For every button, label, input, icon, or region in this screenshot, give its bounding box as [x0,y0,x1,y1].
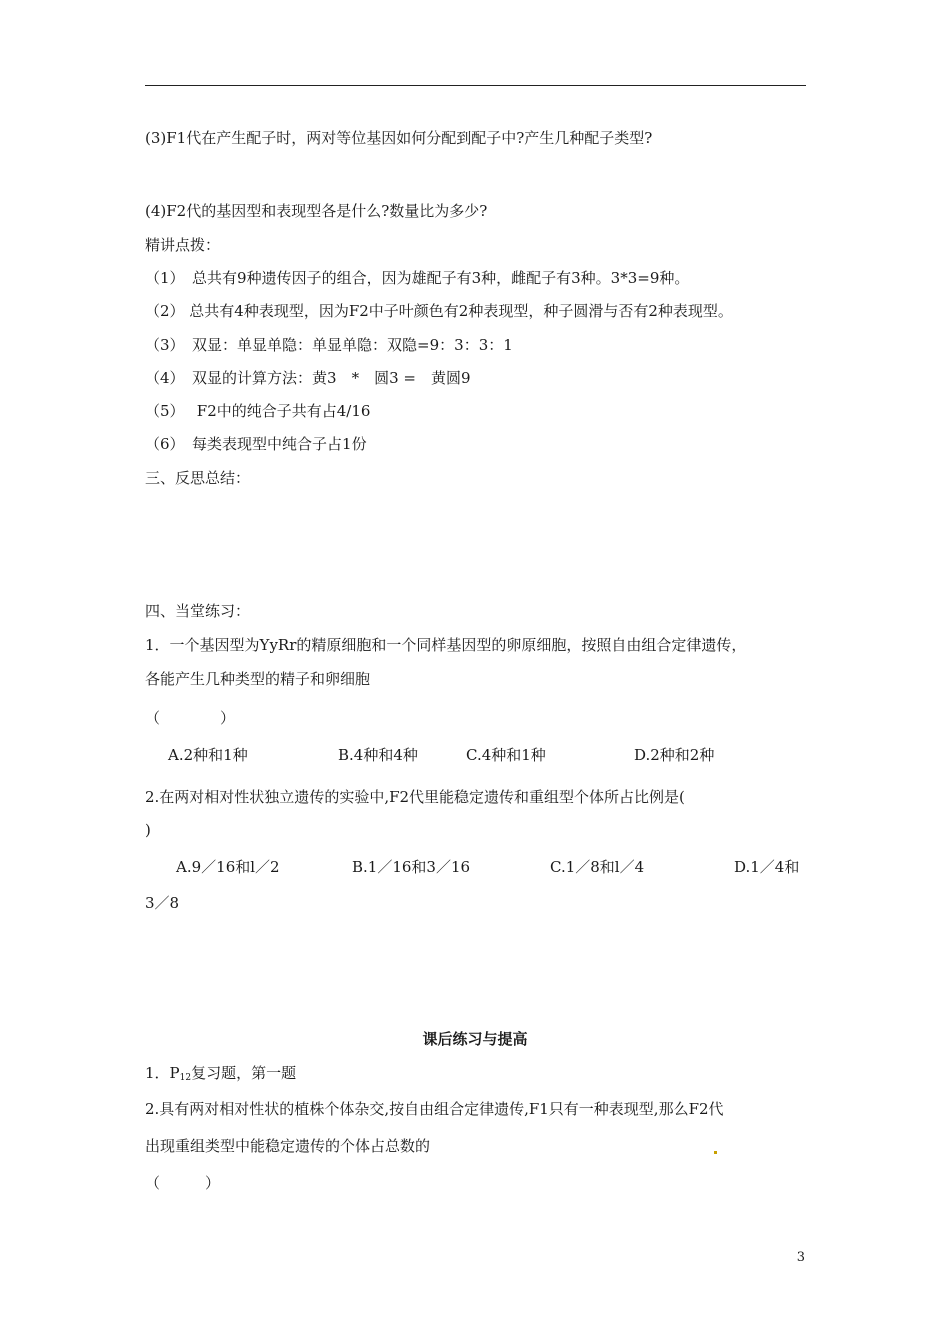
after-class-q2-bracket: （ ） [145,1174,221,1192]
after-class-q2-line2: 出现重组类型中能稳定遗传的个体占总数的 [145,1137,431,1155]
page-number: 3 [796,1250,805,1265]
practice-q2-line2: ) [145,821,151,839]
practice-q2-line1: 2.在两对相对性状独立遗传的实验中,F2代里能稳定遗传和重组型个体所占比例是( [145,788,685,806]
question-3: (3)F1代在产生配子时，两对等位基因如何分配到配子中?产生几种配子类型? [145,129,653,147]
practice-q2-option-c: C.1／8和l／4 [550,858,645,876]
after-class-q2-line1: 2.具有两对相对性状的植株个体杂交,按自由组合定律遗传,F1只有一种表现型,那么F2代 [145,1100,724,1118]
explanation-item-6: （6） 每类表现型中纯合子占1份 [145,435,367,453]
stray-mark [714,1151,717,1154]
after-class-q1-suffix: 复习题，第一题 [191,1064,297,1082]
explanation-item-2: （2） 总共有4种表现型，因为F2中子叶颜色有2种表现型，种子圆滑与否有2种表现型。 [145,302,733,320]
practice-q2-option-a: A.9／16和l／2 [176,858,280,876]
practice-q1-option-c: C.4种和1种 [466,746,546,764]
after-class-q1 [145,1063,296,1088]
after-class-q1-prefix: 1．P [145,1064,180,1082]
practice-q1-line1: 1．一个基因型为YyRr的精原细胞和一个同样基因型的卵原细胞，按照自由组合定律遗传， [145,636,747,654]
practice-q1-option-b: B.4种和4种 [338,746,418,764]
header-rule [145,85,806,86]
after-class-q1-subscript: 12 [179,1073,192,1083]
explanation-item-5: （5） F2中的纯合子共有占4/16 [145,402,371,420]
practice-heading: 四、当堂练习： [145,602,251,620]
explanation-item-4: （4） 双显的计算方法：黄3 * 圆3 = 黄圆9 [145,369,471,387]
practice-q1-bracket: （ ） [145,709,236,727]
after-class-title: 课后练习与提高 [422,1030,528,1048]
practice-q1-option-d: D.2种和2种 [634,746,715,764]
practice-q1-line2: 各能产生几种类型的精子和卵细胞 [145,670,371,688]
practice-q2-option-b: B.1／16和3／16 [352,858,471,876]
practice-q2-option-d: D.1／4和 [734,858,800,876]
explanation-item-1: （1） 总共有9种遗传因子的组合，因为雄配子有3种，雌配子有3种。3*3=9种。 [145,269,690,287]
practice-q1-option-a: A.2种和1种 [168,746,248,764]
reflection-heading: 三、反思总结： [145,469,251,487]
explanation-heading: 精讲点拨： [145,236,221,254]
explanation-item-3: （3） 双显：单显单隐：单显单隐：双隐=9：3：3：1 [145,336,513,354]
question-4: (4)F2代的基因型和表现型各是什么?数量比为多少? [145,202,488,220]
practice-q2-option-d-cont: 3／8 [145,894,180,912]
